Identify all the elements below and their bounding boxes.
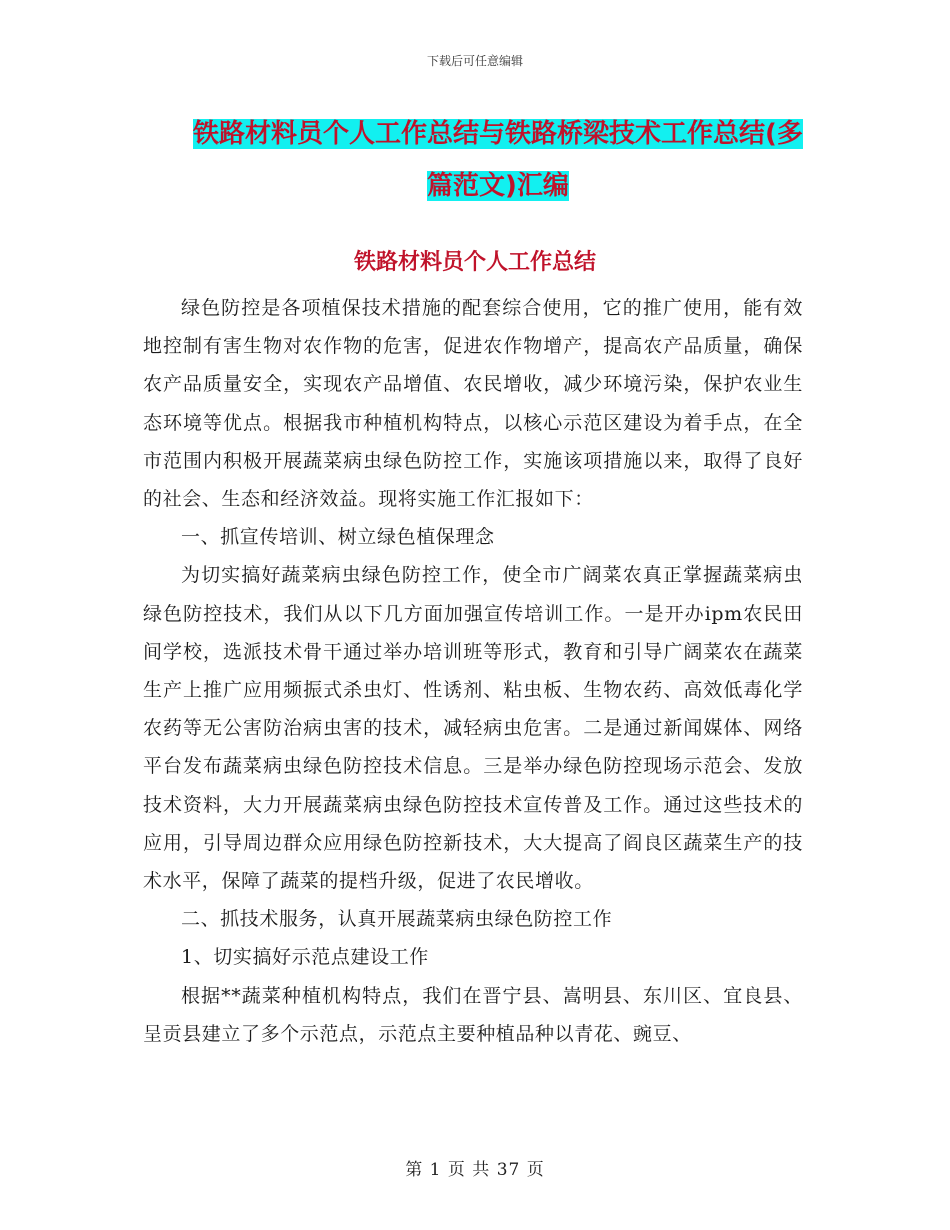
body-text bbox=[143, 289, 803, 1053]
section-heading: 铁路材料员个人工作总结 bbox=[353, 250, 596, 275]
document-title bbox=[183, 108, 813, 212]
document-title-text: 铁路材料员个人工作总结与铁路桥梁技术工作总结(多篇范文)汇编 bbox=[193, 119, 803, 201]
paragraph: 一、抓宣传培训、树立绿色植保理念 bbox=[181, 526, 495, 549]
page-header: 下载后可任意编辑 bbox=[426, 54, 523, 68]
paragraph: 1、切实搞好示范点建设工作 bbox=[181, 946, 429, 969]
paragraph: 绿色防控是各项植保技术措施的配套综合使用，它的推广使用，能有效地控制有害生物对农作物的危害，促进农作物增产，提高农产品质量，确保农产品质量安全，实现农产品增值、农民增收，减少环境污染，保护农业生态环境等优点。根据我市种植机构特点，以核心示范区建设为着手点，在全市范围内积极开展蔬菜病虫绿色防控工作，实施该项措施以来，取得了良好的社会、生态和经济效益。现将实施工作汇报如下： bbox=[143, 297, 803, 511]
paragraph: 二、抓技术服务，认真开展蔬菜病虫绿色防控工作 bbox=[181, 908, 613, 931]
paragraph: 根据**蔬菜种植机构特点，我们在晋宁县、嵩明县、东川区、宜良县、呈贡县建立了多个示范点，示范点主要种植品种以青花、豌豆、 bbox=[143, 984, 803, 1045]
page-footer: 第 1 页 共 37 页 bbox=[405, 1160, 545, 1180]
paragraph: 为切实搞好蔬菜病虫绿色防控工作，使全市广阔菜农真正掌握蔬菜病虫绿色防控技术，我们从以下几方面加强宣传培训工作。一是开办ipm农民田间学校，选派技术骨干通过举办培训班等形式，教育和引导广阔菜农在蔬菜生产上推广应用频振式杀虫灯、性诱剂、粘虫板、生物农药、高效低毒化学农药等无公害防治病虫害的技术，减轻病虫危害。二是通过新闻媒体、网络平台发布蔬菜病虫绿色防控技术信息。三是举办绿色防控现场示范会、发放技术资料，大力开展蔬菜病虫绿色防控技术宣传普及工作。通过这些技术的应用，引导周边群众应用绿色防控新技术，大大提高了阎良区蔬菜生产的技术水平，保障了蔬菜的提档升级，促进了农民增收。 bbox=[143, 564, 803, 893]
